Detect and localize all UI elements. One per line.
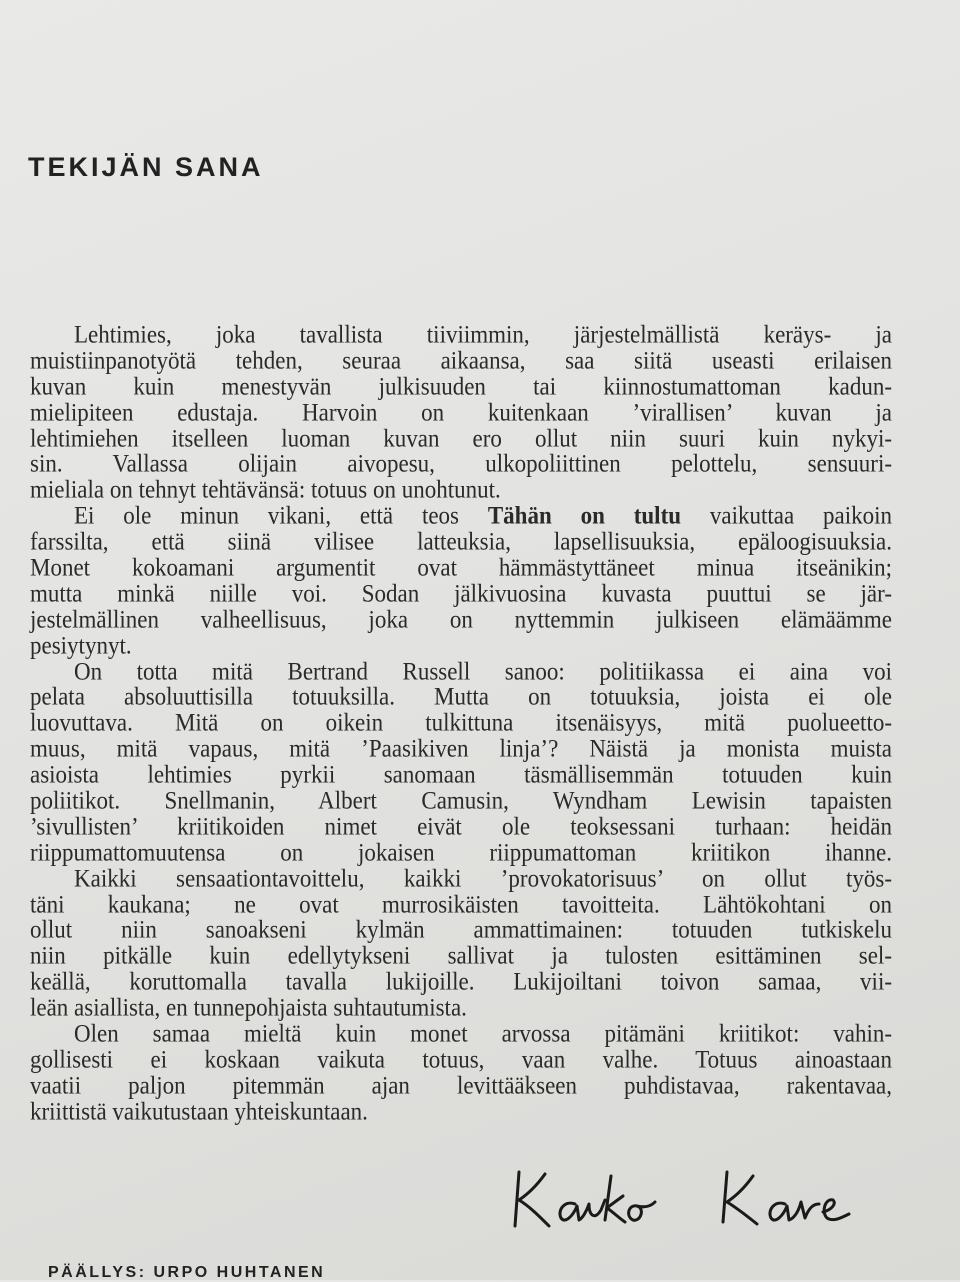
foreword-body	[30, 322, 892, 1125]
text-line: mieliala on tehnyt tehtävänsä: totuus on unohtunut.	[30, 476, 501, 504]
text-line: farssilta, että siinä vilisee latteuksia, lapsellisuuksia, epäloogisuuksia.	[30, 528, 892, 556]
book-title: Tähän on tultu	[487, 502, 682, 530]
text-line: vaatii paljon pitemmän ajan levittääkseen puhdistavaa, rakentavaa,	[30, 1071, 892, 1099]
text-line: leän asiallista, en tunnepohjaista suhtautumista.	[30, 994, 467, 1022]
text-line: pesiytynyt.	[30, 631, 132, 659]
text-line: poliitikot. Snellmanin, Albert Camusin, Wyndham Lewisin tapaisten	[30, 786, 892, 814]
text-line: niin pitkälle kuin edellytykseni sallivat ja tulosten esittäminen sel-	[30, 942, 892, 970]
text-line: riippumattomuutensa on jokaisen riippumattoman kriitikon ihanne.	[30, 838, 892, 866]
text-line: luovuttava. Mitä on oikein tulkittuna itsenäisyys, mitä puolueetto-	[30, 709, 892, 737]
text-line: pelata absoluuttisilla totuuksilla. Mutta on totuuksia, joista ei ole	[30, 683, 892, 711]
text-line: jestelmällinen valheellisuus, joka on nyttemmin julkiseen elämäämme	[30, 605, 892, 633]
text-line: täni kaukana; ne ovat murrosikäisten tavoitteita. Lähtökohtani on	[30, 890, 892, 918]
text-segment: vaikuttaa paikoin	[681, 502, 892, 530]
text-line: asioista lehtimies pyrkii sanomaan täsmällisemmän totuuden kuin	[30, 761, 892, 789]
text-line: keällä, koruttomalla tavalla lukijoille. Lukijoiltani toivon samaa, vii-	[30, 968, 892, 996]
text-line: kriittistä vaikutustaan yhteiskuntaan.	[30, 1097, 368, 1125]
text-line: muistiinpanotyötä tehden, seuraa aikaansa, saa siitä useasti erilaisen	[30, 346, 892, 374]
text-line: gollisesti ei koskaan vaikuta totuus, vaan valhe. Totuus ainoastaan	[30, 1045, 892, 1073]
text-line: ollut niin sanoakseni kylmän ammattimainen: totuuden tutkiskelu	[30, 916, 892, 944]
text-line: Olen samaa mieltä kuin monet arvossa pitämäni kriitikot: vahin-	[74, 1020, 892, 1048]
text-line: mielipiteen edustaja. Harvoin on kuitenkaan ’virallisen’ kuvan ja	[30, 398, 892, 426]
page-title: TEKIJÄN SANA	[28, 152, 264, 182]
text-line: Monet kokoamani argumentit ovat hämmästyttäneet minua itseänikin;	[30, 553, 892, 581]
text-line: ’sivullisten’ kriitikoiden nimet eivät ole teoksessani turhaan: heidän	[30, 812, 892, 840]
cover-credit: PÄÄLLYS: URPO HUHTANEN	[48, 1264, 326, 1281]
text-line	[30, 502, 892, 530]
text-line: sin. Vallassa olijain aivopesu, ulkopoliittinen pelottelu, sensuuri-	[30, 450, 892, 478]
text-line: On totta mitä Bertrand Russell sanoo: politiikassa ei aina voi	[74, 657, 892, 685]
text-segment: Ei ole minun vikani, että teos	[74, 502, 488, 530]
text-line: muus, mitä vapaus, mitä ’Paasikiven linja’? Näistä ja monista muista	[30, 735, 892, 763]
text-line: Lehtimies, joka tavallista tiiviimmin, järjestelmällistä keräys- ja	[74, 320, 892, 348]
text-line: lehtimiehen itselleen luoman kuvan ero ollut niin suuri kuin nykyi-	[30, 424, 892, 452]
author-signature	[505, 1160, 865, 1240]
text-line: mutta minkä niille voi. Sodan jälkivuosina kuvasta puuttui se jär-	[30, 579, 892, 607]
text-line: Kaikki sensaationtavoittelu, kaikki ’provokatorisuus’ on ollut työs-	[74, 864, 892, 892]
text-line: kuvan kuin menestyvän julkisuuden tai kiinnostumattoman kadun-	[30, 372, 892, 400]
